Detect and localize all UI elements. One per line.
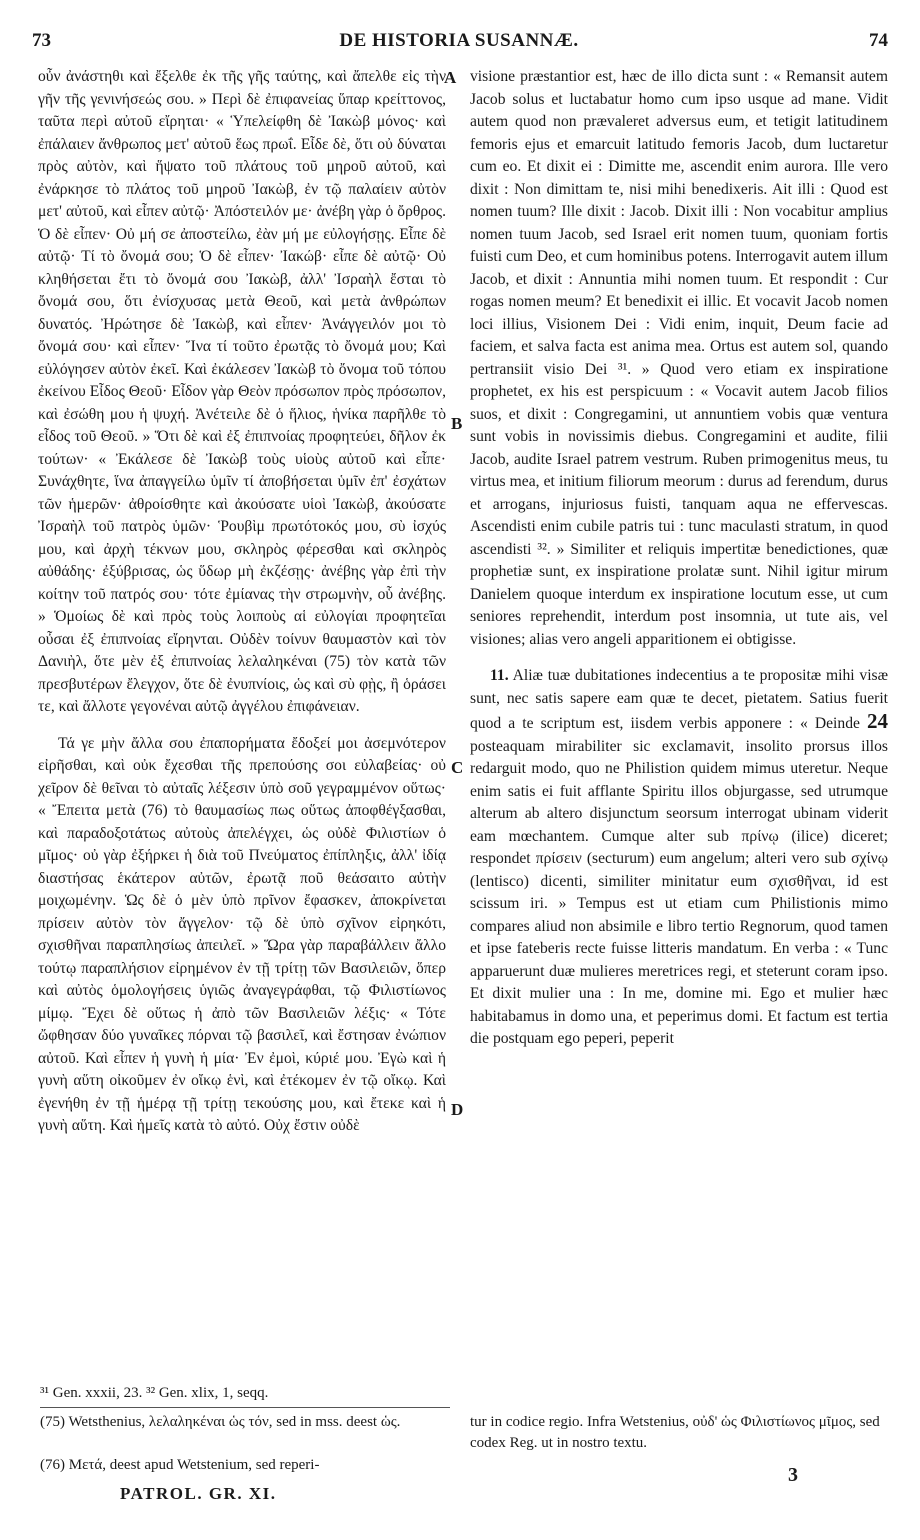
footnote-76: (76) Μετά, deest apud Wetstenium, sed reperi- [40, 1457, 320, 1473]
margin-letter-c: C [451, 758, 464, 777]
latin-paragraph-2-rest: posteaquam mirabiliter sic exclamavit, insolito prorsus illos redarguit modo, quo ne Philistion quidem mimus uteretur. Neque enim satis ei fuit afflante Spiritu illos objurgasse, sed utrumque alterum ab altero disjunctum seorsum interrogat ubinam viderit eam mœchantem. Cumque alter sub πρίνῳ (ilice) diceret; respondet πρίσειν (secturum) eum angelum; alteri vero sub σχίνῳ (lentisco) dicenti, similiter minitatur eum σχισθῆναι, id est scissum iri. » Tempus est ut etiam cum Philistionis mimo compares aliud non absimile e libro tertio Regnorum, quod tamen et ipse fateberis recte fuisse litteris mandatum. En verba : « Tunc apparuerunt duæ mulieres meretrices regi, et steterunt coram ipso. Et dixit mulier una : In me, domine mi. Ego et mulier hæc habitabamus in domo una, et peperimus domi. Et factum est tertia die postquam ego peperi, peperit [470, 737, 888, 1047]
greek-paragraph-1: οὖν ἀνάστηθι καὶ ἔξελθε ἐκ τῆς γῆς ταύτης, καὶ ἄπελθε εἰς τὴν γῆν τῆς γενινήσεώς σου. » Περὶ δὲ ἐπιφανείας ὕπαρ κρείττονος, ταῦτα περὶ αὐτοῦ εἴρηται· « Ὑπελείφθη δὲ Ἰακὼβ μόνος· καὶ ἐπάλαιεν ἄνθρωπος μετ' αὐτοῦ ἕως πρωΐ. Εἶδε δὲ, ὅτι οὐ δύναται πρὸς αὐτὸν, καὶ ἥψατο τοῦ πλάτους τοῦ μηροῦ αὐτοῦ, καὶ ἐνάρκησε τὸ πλάτος τοῦ μηροῦ Ἰακὼβ, ἐν τῷ παλαίειν αὐτὸν μετ' αὐτοῦ, καὶ εἶπεν αὐτῷ· Ἀπόστειλόν με· ἀνέβη γὰρ ὁ ὄρθρος. Ὁ δὲ εἶπεν· Οὐ μή σε ἀποστείλω, ἐὰν μή με εὐλογήσῃς. Εἶπε δὲ αὐτῷ· Τί τὸ ὄνομά σου; Ὁ δὲ εἶπεν· Ἰακώβ· εἶπε δὲ αὐτῷ· Οὐ κληθήσεται ἔτι τὸ ὄνομά σου Ἰακὼβ, ἀλλ' Ἰσραὴλ ἔσται τὸ ὄνομά σου, ὅτι ἐνίσχυσας μετὰ Θεοῦ, καὶ μετὰ ἀνθρώπων δυνατός. Ἠρώτησε δὲ Ἰακὼβ, καὶ εἶπεν· Ἀνάγγειλόν μοι τὸ ὄνομά σου· καὶ εἶπεν· Ἵνα τί τοῦτο ἐρωτᾷς τὸ ὄνομά μου; Καὶ εὐλόγησεν αὐτὸν ἐκεῖ. Καὶ ἐκάλεσεν Ἰακὼβ τὸ ὄνομα τοῦ τόπου ἐκείνου Εἶδος Θεοῦ· Εἶδον γὰρ Θεὸν πρόσωπον πρὸς πρόσωπον, καὶ ἐσώθη μου ἡ ψυχή. Ἀνέτειλε δὲ ὁ ἥλιος, ἡνίκα παρῆλθε τὸ εἶδος τοῦ Θεοῦ. » Ὅτι δὲ καὶ ἐξ ἐπιπνοίας προφητεύει, δῆλον ἐκ τούτων· « Ἐκάλεσε δὲ Ἰακὼβ τοὺς υἱοὺς αὐτοῦ καὶ εἶπε· Συνάχθητε, ἵνα ἀπαγγείλω ὑμῖν τί ἀποβήσεται ὑμῖν ἐπ' ἐσχάτων τῶν ἡμερῶν· ἀθροίσθητε καὶ ἀκούσατε υἱοὶ Ἰακὼβ, ἀκούσατε Ἰσραὴλ τοῦ πατρὸς ὑμῶν· Ῥουβὶμ πρωτότοκός μου, σὺ ἰσχύς μου, καὶ ἀρχὴ τέκνων μου, σκληρὸς φέρεσθαι καὶ σκληρὸς αὐθάδης· ἐξύβρισας, ὡς ὕδωρ μὴ ἐκζέσῃς· ἀνέβης γὰρ ἐπὶ τὴν κοίτην τοῦ πατρός σου· τότε ἐμίανας τὴν στρωμνὴν, οὗ ἀνέβης. » Ὁμοίως δὲ καὶ πρὸς τοὺς λοιποὺς αἱ εὐλογίαι προφητεῖαι οὖσαι ἐξ ἐπιπνοίας εἴρηνται. Οὐδὲν τοίνυν θαυμαστὸν καὶ τὸν Δανιὴλ, ὅτε μὲν ἐξ ἐπιπνοίας λελαληκέναι (75) τὸν κατὰ τῶν πρεσβυτέρων ἔλεγχον, ὅτε δὲ ἐνυπνίοις, ὡς καὶ σὺ φῂς, ἢ ὁράσει τε, καὶ ἄλλοτε γεγονέναι αὐτῷ ἀγγέλου ἐπιφάνειαν. [38, 68, 446, 715]
patrologia-signature: PATROL. GR. XI. [120, 1484, 277, 1503]
margin-letter-d: D [451, 1100, 464, 1119]
margin-letter-a: A [444, 68, 457, 87]
footnote-75: (75) Wetsthenius, λελαληκέναι ὡς τόν, sed in mss. deest ὡς. [40, 1414, 401, 1430]
right-page-number: 74 [869, 30, 888, 51]
page-header [30, 30, 888, 60]
greek-column [38, 66, 446, 1138]
latin-paragraph-1: visione præstantior est, hæc de illo dicta sunt : « Remansit autem Jacob solus et luctabatur homo cum ipso usque ad mane. Vidit autem quod non prævaleret adversus eum, et tetigit latitudinem femoris ejus et emarcuit latitudo femoris Jacob, dum luctaretur cum eo. Et dixit ei : Dimitte me, ascendit enim aurora. Ille vero dixit : Non dimittam te, nisi mihi benedixeris. Ait illi : Quod est nomen tuum? Ille dixit : Jacob. Dixit illi : Non vocabitur amplius nomen tuum Jacob, sed Israel erit nomen tuum, quoniam fortis fuisti cum Deo, et cum hominibus potens. Interrogavit autem illum Jacob, et dixit : Annuntia mihi nomen tuum. Et respondit : Cur rogas nomen meum? Et benedixit ei illic. Et vocavit Jacob nomen loci illius, Visionem Dei : Vidi enim, inquit, Deum facie ad faciem, et salva facta est anima mea. Ortus est autem sol, quando pertransiit visio Dei ³¹. » Quod vero etiam ex inspiratione prophetet, ex his est perspicuum : « Vocavit autem Jacob filios suos, et dixit : Congregamini, ut annuntiem vobis quæ ventura sunt vobis in novissimis diebus. Congregamini et audite, filii Jacob, audite Israel patrem vestrum. Ruben primogenitus meus, tu virtus mea, et initium filiorum meorum : durus ad ferendum, durus et arrogans, injuriosus fuisti, tanquam aqua ne effervescas. Ascendisti enim cubile patris tui : tunc maculasti stratum, in quod ascendisti ³². » Similiter et reliquis impertitæ benedictiones, quæ prophetiæ sunt, ex inspiratione prolatæ sunt. Nihil igitur mirum Danielem quoque interdum ex inspiratione locutum esse, ut cum seniores reprehendit, interdum post insomnia, ut tute ais, vel visiones; alias vero angeli apparitionem ei obtigisse. [470, 68, 888, 648]
sheet-signature: 3 [788, 1464, 798, 1486]
scripture-footnotes: ³¹ Gen. xxxii, 23. ³² Gen. xlix, 1, seqq. [40, 1385, 269, 1401]
greek-paragraph-2: Τά γε μὴν ἄλλα σου ἐπαπορήματα ἔδοξεί μοι ἀσεμνότερον εἰρῆσθαι, καὶ οὐκ ἔχεσθαι τῆς πρεπούσης σοι εὐλαβείας· οὐ χεῖρον δὲ θεῖναι τὸ αὐταῖς λέξεσιν ὑπὸ σοῦ γεγραμμένον οὕτως· « Ἔπειτα μετὰ (76) τὸ θαυμασίως πως οὕτως ἀποφθέγξασθαι, καὶ παραδοξοτάτως αὐτοὺς ἀπελέγχει, ὡς οὐδὲ Φιλιστίων ὁ μῖμος· οὐ γὰρ ἐξήρκει ἡ διὰ τοῦ Πνεύματος ἐπίπληξις, ἀλλ' ἰδίᾳ διαστήσας ἑκάτερον αὐτῶν, ἐρωτᾷ ποῦ θεάσαιτο αὐτὴν μοιχωμένην. Ὡς δὲ ὁ μὲν ὑπὸ πρῖνον ἔφασκεν, ἀποκρίνεται πρίσειν αὐτὸν τὸν ἄγγελον· τῷ δὲ ὑπὸ σχῖνον εἰρηκότι, σχισθῆναι παραπλησίως ἀπειλεῖ. » Ὥρα γὰρ παραβάλλειν ἄλλο τούτῳ παραπλήσιον εἰρημένον ἐν τῇ τρίτῃ τῶν Βασιλειῶν, ὅπερ καὶ αὐτὸς ὁμολογήσεις ὑγιῶς ἀναγεγράφθαι, τῷ Φιλιστίωνος μίμῳ. Ἔχει δὲ οὕτως ἡ ἀπὸ τῶν Βασιλειῶν λέξις· « Τότε ὤφθησαν δύο γυναῖκες πόρναι τῷ βασιλεῖ, καὶ ἔστησαν ἐνώπιον αὐτοῦ. Καὶ εἶπεν ἡ γυνὴ ἡ μία· Ἐν ἐμοὶ, κύριέ μου. Ἐγὼ καὶ ἡ γυνὴ αὕτη οἰκοῦμεν ἐν οἴκῳ ἑνὶ, καὶ ἐτέκομεν ἐν τῷ οἴκῳ. Καὶ ἐγενήθη ἐν τῇ ἡμέρᾳ τῇ τρίτῃ τεκούσης μου, καὶ ἔτεκε καὶ ἡ γυνὴ αὕτη. Καὶ ἡμεῖς κατὰ τὸ αὐτό. Οὐχ ἔστιν οὐδὲ [38, 734, 446, 1134]
running-title: DE HISTORIA SUSANNÆ. [339, 30, 579, 51]
left-page-number: 73 [32, 30, 51, 51]
footnote-76-continued: tur in codice regio. Infra Wetstenius, οὐδ' ὡς Φιλιστίωνος μῖμος, sed codex Reg. ut in nostro textu. [470, 1414, 880, 1451]
latin-column [470, 66, 888, 1051]
section-number: 11. [490, 667, 509, 684]
column-number-24: 24 [867, 709, 888, 733]
footnote-rule [40, 1407, 450, 1408]
margin-letter-b: B [451, 414, 463, 433]
latin-paragraph-2-start: Aliæ tuæ dubitationes indecentius a te propositæ mihi visæ sunt, nec satis sapere eam quæ te decet, pietatem. Satius fuerit quod a te scriptum est, iisdem verbis apponere : « Deinde [470, 667, 888, 732]
latin-paragraph-2 [470, 665, 888, 1051]
